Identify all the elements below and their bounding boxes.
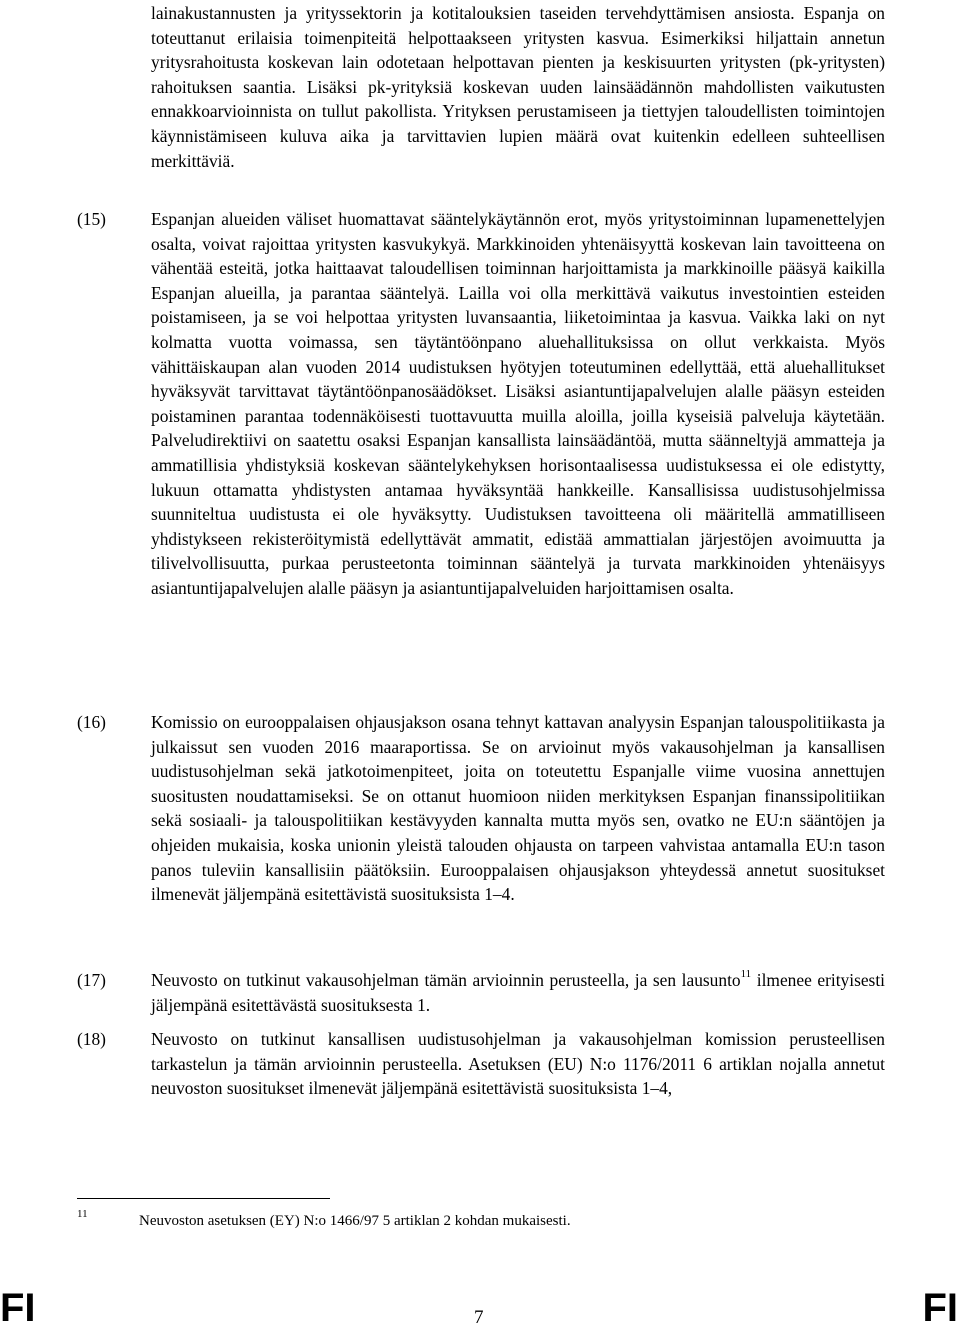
paragraph-15-text: Espanjan alueiden väliset huomattavat sääntelykäytännön erot, myös yritystoiminnan lupamenettelyjen osalta, voivat rajoittaa yritysten kasvukykyä. Markkinoiden yhtenäisyyttä koskevan lain tavoitteena on vähentää esteitä, jotka haittaavat taloudellisen toiminnan harjoittamista ja markkinoille pääsyä kaikilla Espanjan alueilla, ja parantaa sääntelyä. Lailla voi olla merkittävä vaikutus investointien esteiden poistamiseen, ja se voi helpottaa yritysten luvansaantia, liiketoimintaa ja kasvua. Vaikka laki on nyt kolmatta vuotta voimassa, sen täytäntöönpano aluehallituksissa on ollut verkkaista. Myös vähittäiskaupan alan vuoden 2014 uudistuksen hyötyjen toteutuminen edellyttää, että aluehallitukset hyväksyvät tarvittavat täytäntöönpanosäädökset. Lisäksi asiantuntijapalvelujen alalle pääsyn esteiden poistaminen parantaa todennäköisesti tuottavuutta muilla aloilla, joilla kyseisiä palveluja käytetään. Palveludirektiivi on saatettu osaksi Espanjan kansallista lainsäädäntöä, mutta säänneltyjä ammatteja ja ammatillisia yhdistyksiä koskevan sääntelykehyksen horisontaalisessa uudistuksessa ei ole edistytty, lukuun ottamatta yhdistysten antamaa hyväksyntää hankkeille. Kansallisissa uudistusohjelmissa suunniteltua uudistusta ei ole hyväksytty. Uudistuksen tavoitteena oli määritellä ammatilliseen yhdistykseen rekisteröitymistä edellyttävät ammatit, edistää ammattialan järjestöjen avoimuutta ja tilivelvollisuutta, purkaa perusteetonta toiminnan sääntelyä ja turvata markkinoiden yhtenäisyys asiantuntijapalvelujen alalle pääsyn ja asiantuntijapalveluiden harjoittamisen osalta. — [151, 209, 885, 598]
paragraph-18-text: Neuvosto on tutkinut kansallisen uudistusohjelman ja vakausohjelman komission perusteellisen tarkastelun ja tämän arvioinnin perusteella. Asetuksen (EU) N:o 1176/2011 6 artiklan nojalla annetut neuvoston suositukset ilmenevät jäljempänä esitettävistä suosituksista 1–4, — [151, 1029, 885, 1099]
footnote-separator — [77, 1198, 330, 1199]
paragraph-17-text-end: ilmenee erityisesti jäljempänä esitettävästä suosituksesta 1. — [151, 970, 885, 1015]
paragraph-17-text-start: Neuvosto on tutkinut vakausohjelman tämän arvioinnin perusteella, ja sen lausunto — [151, 970, 741, 990]
language-code-left: FI — [0, 1286, 36, 1330]
footnote-text: Neuvoston asetuksen (EY) N:o 1466/97 5 artiklan 2 kohdan mukaisesti. — [139, 1213, 571, 1229]
footnote-reference[interactable]: 11 — [740, 968, 752, 980]
paragraph-17-text — [151, 968, 885, 1017]
page-number: 7 — [474, 1307, 484, 1328]
paragraph-16-text: Komissio on eurooppalaisen ohjausjakson osana tehnyt kattavan analyysin Espanjan talouspolitiikasta ja julkaissut sen vuoden 2016 maaraportissa. Se on arvioinut myös vakausohjelman ja kansallisen uudistusohjelman sekä jatkotoimenpiteet, joita on toteutettu Espanjalle viime vuosina annettujen suositusten noudattamiseksi. Se on ottanut huomioon niiden merkityksen Espanjan finanssipolitiikan sekä sosiaali- ja talouspolitiikan kestävyyden kannalta mutta myös sen, ovatko ne EU:n sääntöjen ja ohjeiden mukaisia, koska unionin yleistä talouden ohjausta on tarpeen vahvistaa antamalla EU:n tason panos tuleviin kansallisiin päätöksiin. Eurooppalaisen ohjausjakson yhteydessä annetut suositukset ilmenevät jäljempänä esitettävistä suosituksista 1–4. — [151, 712, 885, 905]
footnote-number: 11 — [77, 1208, 88, 1220]
paragraph-number-17: (17) — [77, 970, 106, 990]
continuation-paragraph: lainakustannusten ja yrityssektorin ja kotitalouksien taseiden tervehdyttämisen ansiosta. Espanja on toteuttanut erilaisia toimenpiteitä helpottaakseen yritysten kasvua. Esimerkiksi hiljattain annetun yritysrahoitusta koskevan lain odotetaan helpottavan pienten ja keskisuurten yritysten (pk-yritysten) rahoituksen saantia. Lisäksi pk-yrityksiä koskevan uuden lainsäädännön mahdollisten vaikutusten ennakkoarvioinnista on tullut pakollista. Yrityksen perustamiseen ja tiettyjen taloudellisten toimintojen käynnistämiseen kuluva aika ja tarvittavien lupien määrä ovat kuitenkin edelleen suhteellisen merkittäviä. — [151, 3, 885, 171]
paragraph-number-15: (15) — [77, 209, 106, 229]
language-code-right: FI — [922, 1286, 958, 1330]
paragraph-number-16: (16) — [77, 712, 106, 732]
paragraph-number-18: (18) — [77, 1029, 106, 1049]
